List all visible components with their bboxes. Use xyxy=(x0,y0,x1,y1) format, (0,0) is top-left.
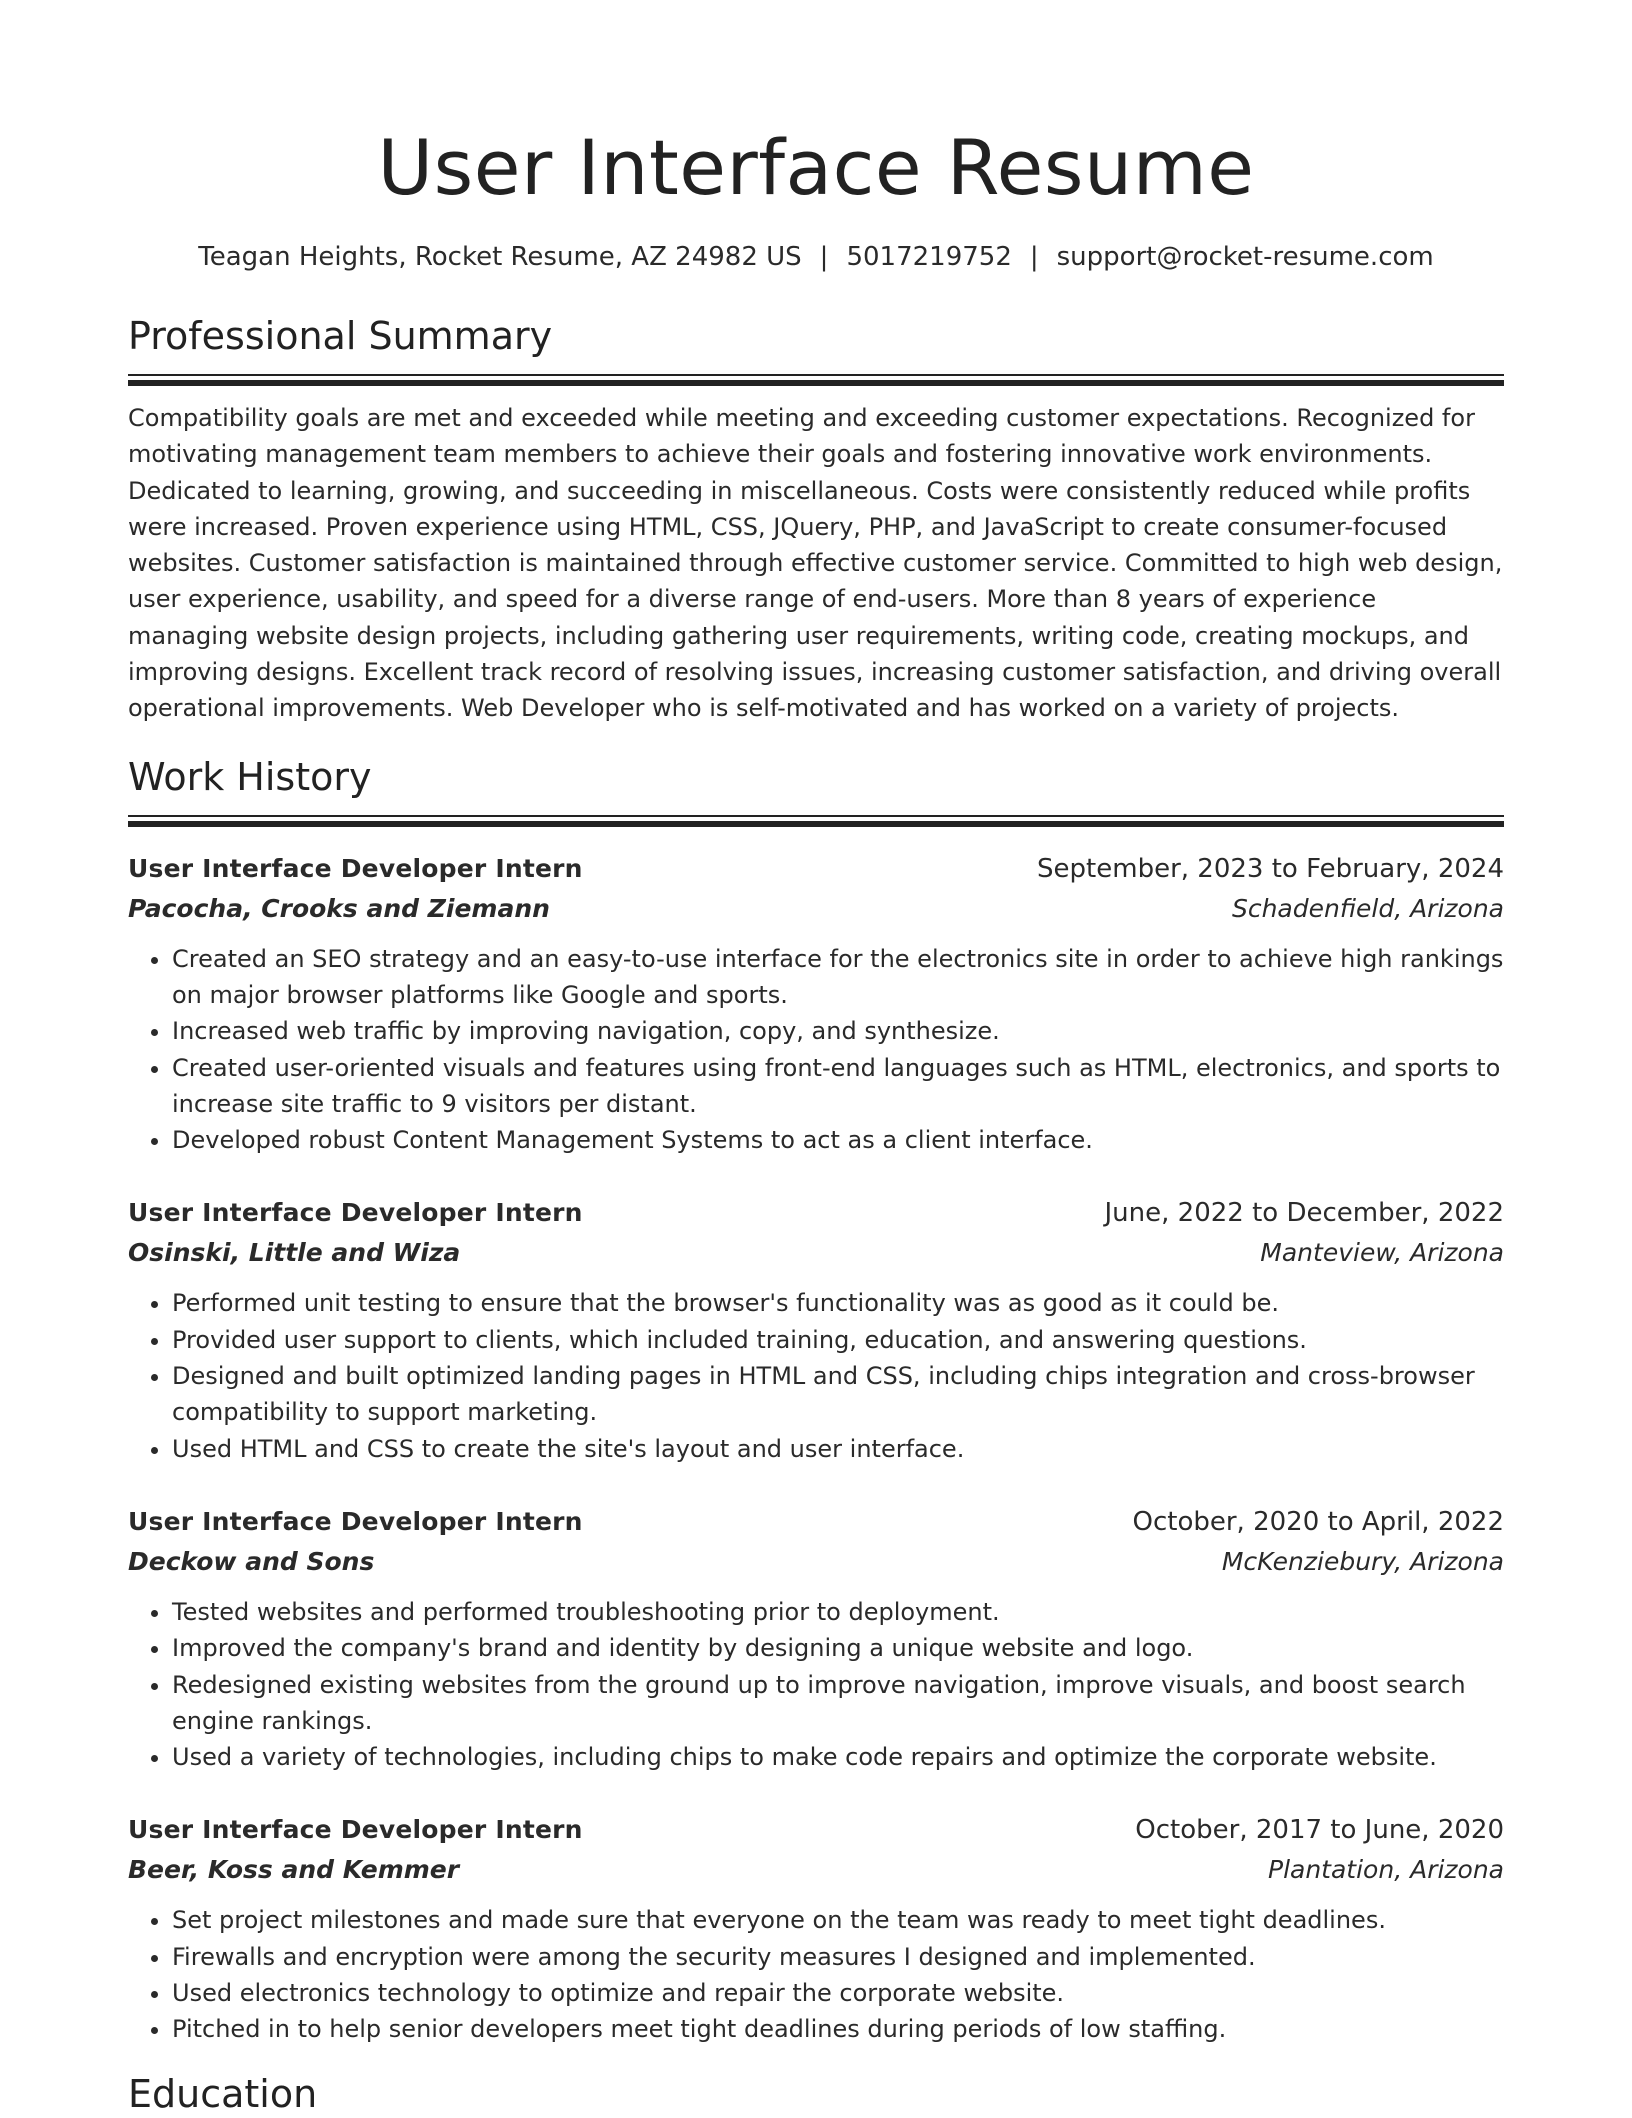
contact-line xyxy=(128,240,1504,274)
section-divider xyxy=(128,815,1504,827)
job-bullet: • Tested websites and performed troubleshooting prior to deployment. xyxy=(172,1594,1504,1630)
resume-title: User Interface Resume xyxy=(377,123,1255,212)
job-dates: October, 2017 to June, 2020 xyxy=(1135,1815,1504,1846)
job-bullet: • Improved the company's brand and identity by designing a unique website and logo. xyxy=(172,1630,1504,1666)
job-company: Beer, Koss and Kemmer xyxy=(128,1855,460,1885)
job-bullet: • Used HTML and CSS to create the site's layout and user interface. xyxy=(172,1431,1504,1467)
job-dates: June, 2022 to December, 2022 xyxy=(1104,1198,1504,1229)
contact-separator: | xyxy=(819,242,829,272)
section-heading-education: Education xyxy=(128,2071,318,2116)
job-entry xyxy=(128,1502,1504,1775)
job-title: User Interface Developer Intern xyxy=(128,1198,583,1228)
professional-summary-section xyxy=(128,312,1504,727)
job-dates: October, 2020 to April, 2022 xyxy=(1132,1506,1504,1537)
resume-page xyxy=(128,0,1504,2118)
education-section xyxy=(128,2070,1504,2118)
job-company-row xyxy=(128,889,1504,929)
contact-phone: 5017219752 xyxy=(846,242,1012,272)
job-bullet-list xyxy=(128,1594,1504,1775)
job-company: Osinski, Little and Wiza xyxy=(128,1238,461,1268)
job-bullet-list xyxy=(128,1902,1504,2047)
job-bullet: • Set project milestones and made sure that everyone on the team was ready to meet tight deadlines. xyxy=(172,1902,1504,1938)
job-location: McKenziebury, Arizona xyxy=(1221,1546,1504,1576)
job-bullet: • Firewalls and encryption were among the security measures I designed and implemented. xyxy=(172,1939,1504,1975)
job-bullet: • Provided user support to clients, which included training, education, and answering questions. xyxy=(172,1322,1504,1358)
job-location: Schadenfield, Arizona xyxy=(1231,893,1504,923)
job-company: Deckow and Sons xyxy=(128,1546,375,1576)
work-history-section xyxy=(128,753,1504,2048)
job-bullet: • Created user-oriented visuals and features using front-end languages such as HTML, electronics, and sports to increase site traffic to 9 visitors per distant. xyxy=(172,1050,1504,1123)
job-entry xyxy=(128,1810,1504,2047)
section-heading-work: Work History xyxy=(128,754,372,799)
job-bullet: • Increased web traffic by improving navigation, copy, and synthesize. xyxy=(172,1013,1504,1049)
section-divider xyxy=(128,374,1504,386)
contact-address: Teagan Heights, Rocket Resume, AZ 24982 US xyxy=(198,242,802,272)
contact-email[interactable]: support@rocket-resume.com xyxy=(1056,242,1434,272)
section-heading-summary: Professional Summary xyxy=(128,314,553,358)
job-location: Plantation, Arizona xyxy=(1268,1855,1504,1885)
job-company-row xyxy=(128,1542,1504,1582)
job-entry xyxy=(128,849,1504,1159)
job-bullet: • Designed and built optimized landing pages in HTML and CSS, including chips integration and cross-browser compatibility to support marketing. xyxy=(172,1358,1504,1431)
job-title: User Interface Developer Intern xyxy=(128,1506,583,1536)
job-header-row xyxy=(128,1193,1504,1233)
summary-text: Compatibility goals are met and exceeded while meeting and exceeding customer expectations. Recognized for motivating management team members to achieve their goals and fostering innovative work environments. Dedicated to learning, growing, and succeeding in miscellaneous. Costs were consistently reduced while profits were increased. Proven experience using HTML, CSS, JQuery, PHP, and JavaScript to create consumer-focused websites. Customer satisfaction is maintained through effective customer service. Committed to high web design, user experience, usability, and speed for a diverse range of end-users. More than 8 years of experience managing website design projects, including gathering user requirements, writing code, creating mockups, and improving designs. Excellent track record of resolving issues, increasing customer satisfaction, and driving overall operational improvements. Web Developer who is self-motivated and has worked on a variety of projects. xyxy=(128,404,1503,723)
job-bullet: • Pitched in to help senior developers meet tight deadlines during periods of low staffing. xyxy=(172,2011,1504,2047)
contact-separator: | xyxy=(1029,242,1039,272)
job-title: User Interface Developer Intern xyxy=(128,1815,583,1845)
job-company-row xyxy=(128,1233,1504,1273)
job-bullet: • Redesigned existing websites from the ground up to improve navigation, improve visuals, and boost search engine rankings. xyxy=(172,1667,1504,1740)
job-bullet: • Created an SEO strategy and an easy-to-use interface for the electronics site in order to achieve high rankings on major browser platforms like Google and sports. xyxy=(172,941,1504,1014)
job-header-row xyxy=(128,1502,1504,1542)
job-location: Manteview, Arizona xyxy=(1260,1238,1504,1268)
job-bullet: • Performed unit testing to ensure that the browser's functionality was as good as it could be. xyxy=(172,1285,1504,1321)
job-dates: September, 2023 to February, 2024 xyxy=(1037,853,1504,884)
job-title: User Interface Developer Intern xyxy=(128,853,583,883)
job-company-row xyxy=(128,1850,1504,1890)
job-bullet: • Developed robust Content Management Systems to act as a client interface. xyxy=(172,1122,1504,1158)
job-bullet-list xyxy=(128,941,1504,1159)
job-header-row xyxy=(128,849,1504,889)
job-bullet: • Used electronics technology to optimize and repair the corporate website. xyxy=(172,1975,1504,2011)
job-bullet: • Used a variety of technologies, including chips to make code repairs and optimize the corporate website. xyxy=(172,1739,1504,1775)
job-entry xyxy=(128,1193,1504,1466)
job-bullet-list xyxy=(128,1285,1504,1466)
job-company: Pacocha, Crooks and Ziemann xyxy=(128,893,550,923)
job-header-row xyxy=(128,1810,1504,1850)
